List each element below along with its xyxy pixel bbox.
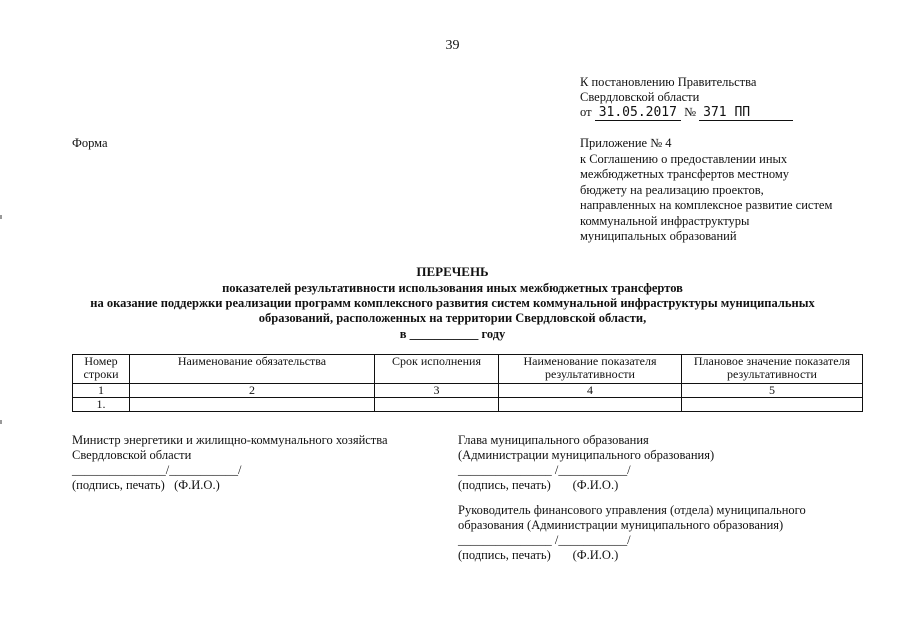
appendix-line: бюджету на реализацию проектов, [580,182,764,197]
scan-edge-mark [0,420,2,424]
table-cell [375,398,499,412]
signatory-title: Министр энергетики и жилищно-коммунального хозяйства [72,433,388,447]
appendix-line: межбюджетных трансфертов местному [580,167,790,181]
document-subtitle-line: показателей результативности использования иных межбюджетных трансфертов [222,281,683,295]
header-obligation: Наименование обязательства [130,355,375,384]
decree-reference [580,75,793,121]
signature-caption: (подпись, печать) (Ф.И.О.) [458,478,619,492]
header-planned-value: Плановое значение показателя результативности [682,355,863,384]
signature-caption: (подпись, печать) (Ф.И.О.) [458,548,619,562]
header-indicator-name: Наименование показателя результативности [499,355,682,384]
minister-signature-block [72,433,388,493]
appendix-line: к Соглашению о предоставлении иных [580,151,788,166]
header-row-number: Номер строки [73,355,130,384]
reference-date-line [580,105,793,121]
table-cell: 5 [682,384,863,398]
appendix-block [580,136,832,245]
signature-blank: _______________ /___________/ [458,533,631,547]
table-cell [682,398,863,412]
reference-line-1: К постановлению Правительства [580,75,757,89]
document-subtitle-line: на оказание поддержки реализации программ комплексного развития систем коммунальной инфраструктуры муниципальных [90,296,815,310]
decree-date: 31.05.2017 [595,105,681,121]
table-cell [130,398,375,412]
table-header-row [73,355,863,384]
appendix-line: направленных на комплексное развитие систем [580,198,833,212]
table-cell [499,398,682,412]
document-subtitle-line: образований, расположенных на территории Свердловской области, [258,311,647,325]
appendix-line: Приложение № 4 [580,136,672,150]
head-signature-block [458,433,714,493]
reference-line-2: Свердловской области [580,90,700,104]
table-cell: 1. [73,398,130,412]
indicators-table [72,354,863,412]
signature-blank: _______________ /___________/ [458,463,631,477]
signature-caption: (подпись, печать) (Ф.И.О.) [72,478,220,492]
page-number: 39 [445,38,460,53]
table-cell: 1 [73,384,130,398]
finance-head-signature-block [458,503,806,563]
signatory-title: Руководитель финансового управления (отдела) муниципального [458,503,806,517]
table-cell: 2 [130,384,375,398]
appendix-line: коммунальной инфраструктуры [580,213,750,228]
table-number-row [73,384,863,398]
number-prefix: № [684,105,697,119]
signatory-title: Свердловской области [72,448,192,462]
table-row [73,398,863,412]
signature-blank: _______________/___________/ [72,463,242,477]
table-cell: 3 [375,384,499,398]
signatory-title: Глава муниципального образования [458,433,649,447]
header-deadline: Срок исполнения [375,355,499,384]
table-cell: 4 [499,384,682,398]
form-label: Форма [72,136,108,150]
signatory-title: образования (Администрации муниципального образования) [458,518,784,532]
signatory-title: (Администрации муниципального образования) [458,448,715,462]
scan-edge-mark [0,215,2,219]
date-prefix: от [580,105,592,119]
document-title: ПЕРЕЧЕНЬ [416,264,489,279]
decree-number: 371 ПП [699,105,793,121]
appendix-line: муниципальных образований [580,229,737,243]
document-year-line: в ___________ году [399,327,506,341]
